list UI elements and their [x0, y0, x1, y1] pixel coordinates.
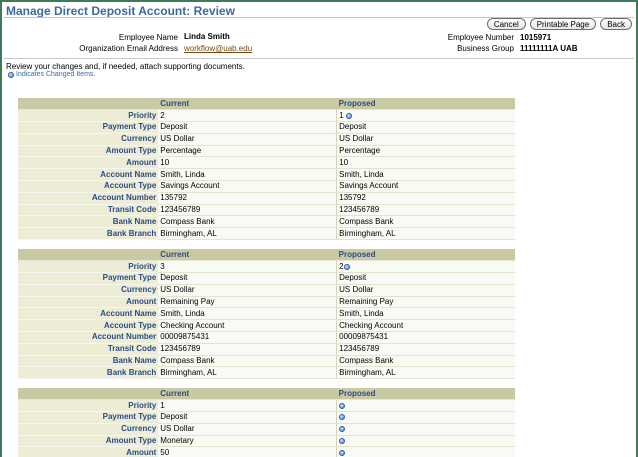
proposed-value: Smith, Linda [337, 308, 515, 320]
proposed-value: Smith, Linda [337, 169, 515, 181]
proposed-column-header: Proposed [337, 98, 515, 110]
account-table-3 [18, 388, 515, 457]
table-row [18, 133, 515, 145]
table-row [18, 435, 515, 447]
table-row [18, 110, 515, 122]
org-email-label: Organization Email Address [79, 44, 178, 53]
changed-items-legend [8, 71, 95, 78]
current-column-header: Current [158, 249, 336, 261]
header-corner [18, 388, 158, 400]
proposed-value: 1 [339, 110, 344, 120]
changed-indicator-icon [344, 264, 350, 270]
field-label: Amount [18, 447, 158, 457]
current-value: Smith, Linda [158, 169, 336, 181]
table-row [18, 228, 515, 240]
employee-name-value: Linda Smith [184, 32, 230, 41]
table-row [18, 145, 515, 157]
field-label: Transit Code [18, 204, 158, 216]
account-table-2 [18, 249, 515, 379]
proposed-value: Savings Account [337, 181, 515, 193]
current-value: Monetary [158, 435, 336, 447]
field-label: Currency [18, 284, 158, 296]
table-row [18, 204, 515, 216]
current-value: 123456789 [158, 343, 336, 355]
field-label: Account Name [18, 169, 158, 181]
proposed-cell [337, 412, 515, 424]
legend-text: Indicates Changed Items. [16, 71, 96, 78]
field-label: Payment Type [18, 273, 158, 285]
proposed-value: Checking Account [337, 320, 515, 332]
current-value: 135792 [158, 192, 336, 204]
org-email-link[interactable]: workflow@uab.edu [184, 44, 253, 53]
proposed-cell [337, 435, 515, 447]
header-divider [4, 58, 634, 59]
account-table-1 [18, 98, 515, 240]
field-label: Priority [18, 110, 158, 122]
table-row [18, 169, 515, 181]
proposed-value: 2 [339, 261, 344, 271]
changed-indicator-icon [339, 426, 345, 432]
proposed-value: US Dollar [337, 133, 515, 145]
proposed-value: 00009875431 [337, 332, 515, 344]
current-value: Compass Bank [158, 355, 336, 367]
field-label: Currency [18, 423, 158, 435]
proposed-cell [337, 110, 515, 122]
changed-indicator-icon [339, 438, 345, 444]
current-value: 50 [158, 447, 336, 457]
instructions-text: Review your changes and, if needed, attach supporting documents. [6, 62, 245, 71]
field-label: Priority [18, 400, 158, 412]
field-label: Currency [18, 133, 158, 145]
current-value: US Dollar [158, 284, 336, 296]
table-row [18, 273, 515, 285]
changed-indicator-icon [339, 414, 345, 420]
business-group-value: 11111111A UAB [520, 44, 578, 53]
proposed-value: Compass Bank [337, 216, 515, 228]
current-value: Remaining Pay [158, 296, 336, 308]
proposed-value: 123456789 [337, 204, 515, 216]
proposed-value: US Dollar [337, 284, 515, 296]
table-row [18, 367, 515, 379]
proposed-value: Remaining Pay [337, 296, 515, 308]
field-label: Bank Name [18, 216, 158, 228]
current-value: Birmingham, AL [158, 228, 336, 240]
proposed-value: 135792 [337, 192, 515, 204]
field-label: Priority [18, 261, 158, 273]
changed-indicator-icon [339, 403, 345, 409]
changed-indicator-icon [8, 72, 14, 78]
employee-name-label: Employee Name [118, 33, 178, 42]
current-value: 2 [158, 110, 336, 122]
field-label: Account Name [18, 308, 158, 320]
current-value: 123456789 [158, 204, 336, 216]
current-value: Percentage [158, 145, 336, 157]
proposed-value: Deposit [337, 273, 515, 285]
proposed-value: Percentage [337, 145, 515, 157]
changed-indicator-icon [339, 450, 345, 456]
field-label: Bank Branch [18, 367, 158, 379]
table-row [18, 296, 515, 308]
table-row [18, 284, 515, 296]
proposed-column-header: Proposed [337, 249, 515, 261]
proposed-cell [337, 400, 515, 412]
current-value: 3 [158, 261, 336, 273]
table-row [18, 332, 515, 344]
changed-indicator-icon [346, 113, 352, 119]
field-label: Account Number [18, 332, 158, 344]
field-label: Payment Type [18, 122, 158, 134]
business-group-label: Business Group [457, 44, 514, 53]
printable-page-button[interactable]: Printable Page [530, 18, 596, 30]
table-row [18, 216, 515, 228]
current-column-header: Current [158, 98, 336, 110]
field-label: Transit Code [18, 343, 158, 355]
table-row [18, 181, 515, 193]
table-row [18, 308, 515, 320]
proposed-value: Birmingham, AL [337, 228, 515, 240]
proposed-cell [337, 423, 515, 435]
proposed-value: 123456789 [337, 343, 515, 355]
cancel-button[interactable]: Cancel [487, 18, 526, 30]
field-label: Amount [18, 296, 158, 308]
proposed-cell [337, 261, 515, 273]
table-row [18, 192, 515, 204]
current-value: 00009875431 [158, 332, 336, 344]
field-label: Payment Type [18, 412, 158, 424]
current-value: 1 [158, 400, 336, 412]
current-column-header: Current [158, 388, 336, 400]
button-bar [487, 18, 632, 30]
header-corner [18, 249, 158, 261]
proposed-value: Compass Bank [337, 355, 515, 367]
table-row [18, 355, 515, 367]
current-value: US Dollar [158, 423, 336, 435]
proposed-cell [337, 447, 515, 457]
field-label: Account Type [18, 320, 158, 332]
table-row [18, 343, 515, 355]
table-row [18, 447, 515, 457]
table-row [18, 423, 515, 435]
current-value: Checking Account [158, 320, 336, 332]
table-row [18, 122, 515, 134]
back-button[interactable]: Back [600, 18, 632, 30]
field-label: Bank Name [18, 355, 158, 367]
table-row [18, 320, 515, 332]
current-value: Deposit [158, 122, 336, 134]
proposed-value: Deposit [337, 122, 515, 134]
field-label: Account Type [18, 181, 158, 193]
current-value: US Dollar [158, 133, 336, 145]
table-row [18, 412, 515, 424]
field-label: Amount [18, 157, 158, 169]
current-value: Deposit [158, 273, 336, 285]
table-row [18, 400, 515, 412]
table-row [18, 261, 515, 273]
proposed-column-header: Proposed [337, 388, 515, 400]
proposed-value: Birmingham, AL [337, 367, 515, 379]
field-label: Bank Branch [18, 228, 158, 240]
current-value: Deposit [158, 412, 336, 424]
field-label: Amount Type [18, 145, 158, 157]
table-row [18, 157, 515, 169]
current-value: 10 [158, 157, 336, 169]
field-label: Account Number [18, 192, 158, 204]
proposed-value: 10 [337, 157, 515, 169]
employee-number-label: Employee Number [447, 33, 514, 42]
field-label: Amount Type [18, 435, 158, 447]
page-title: Manage Direct Deposit Account: Review [6, 4, 235, 18]
current-value: Birmingham, AL [158, 367, 336, 379]
current-value: Savings Account [158, 181, 336, 193]
header-corner [18, 98, 158, 110]
employee-number-value: 1015971 [520, 33, 552, 42]
current-value: Smith, Linda [158, 308, 336, 320]
current-value: Compass Bank [158, 216, 336, 228]
